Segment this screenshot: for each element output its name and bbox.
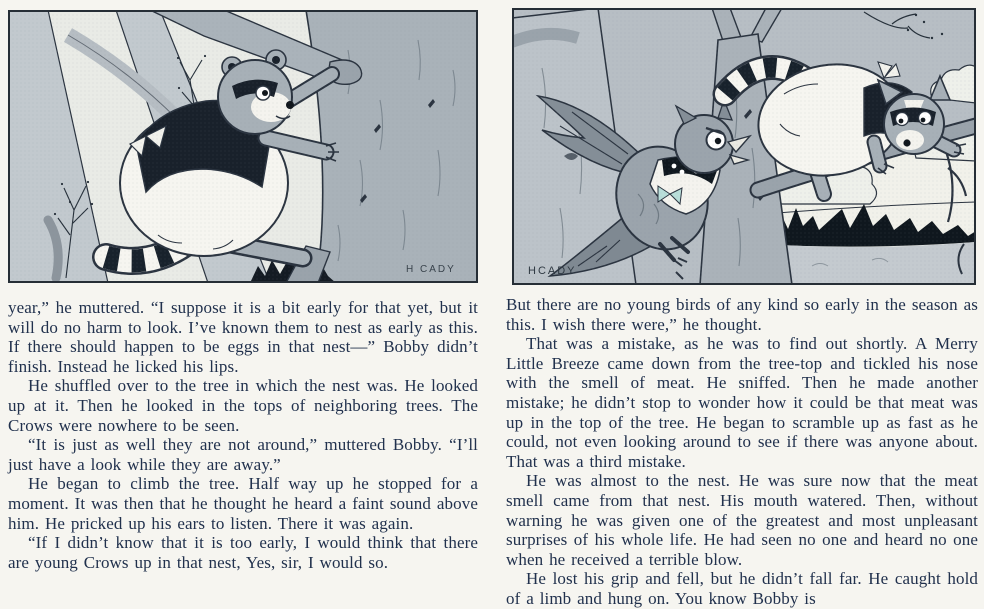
artist-signature: H CADY — [406, 264, 456, 275]
illustration-owl-surprising-raccoon — [512, 8, 976, 285]
halftone-texture — [512, 8, 976, 285]
paragraph: He lost his grip and fell, but he didn’t fall far. He caught hold of a limb and hung on. You know Bobby is — [506, 569, 978, 608]
paragraph: “If I didn’t know that it is too early, I would think that there are young Crows up in that nest, Yes, sir, I would so. — [8, 533, 478, 572]
right-page-column — [506, 8, 978, 609]
artist-signature: HCADY — [528, 265, 577, 277]
paragraph: He began to climb the tree. Half way up he stopped for a moment. It was then that he thought he heard a faint sound above him. He pricked up his ears to listen. There it was again. — [8, 474, 478, 533]
left-page-column — [8, 8, 478, 609]
paragraph: He shuffled over to the tree in which the nest was. He looked up at it. Then he looked in the tops of neighboring trees. The Crows were nowhere to be seen. — [8, 376, 478, 435]
paragraph: That was a mistake, as he was to find out shortly. A Merry Little Breeze came down from the tree-top and tickled his nose with the smell of meat. He sniffed. Then he made another mistake; he didn’t stop to wonder how it could be that meat was up in the top of the tree. He began to scramble up as fast as he could, not even looking around to see if there was anyone about. That was a third mistake. — [506, 334, 978, 471]
paragraph: year,” he muttered. “I suppose it is a bit early for that yet, but it will do no harm to look. I’ve known them to nest as early as this. If there should happen to be eggs in that nest—” Bobby didn’t finish. Instead he licked his lips. — [8, 298, 478, 376]
paragraph: But there are no young birds of any kind so early in the season as this. I wish there were,” he thought. — [506, 295, 978, 334]
paragraph: “It is just as well they are not around,” muttered Bobby. “I’ll just have a look while they are away.” — [8, 435, 478, 474]
paragraph: He was almost to the nest. He was sure now that the meat smell came from that nest. His mouth watered. Then, without warning he was given one of the greatest and most unpleasant surprises of his whole life. He had seen no one and heard no one when he received a terrible blow. — [506, 471, 978, 569]
left-illustration-figure — [8, 10, 478, 283]
left-text-column — [8, 298, 478, 572]
illustration-raccoon-climbing-tree — [8, 10, 478, 283]
right-illustration-figure — [512, 8, 978, 285]
right-text-column — [506, 295, 978, 609]
halftone-texture — [8, 10, 478, 283]
